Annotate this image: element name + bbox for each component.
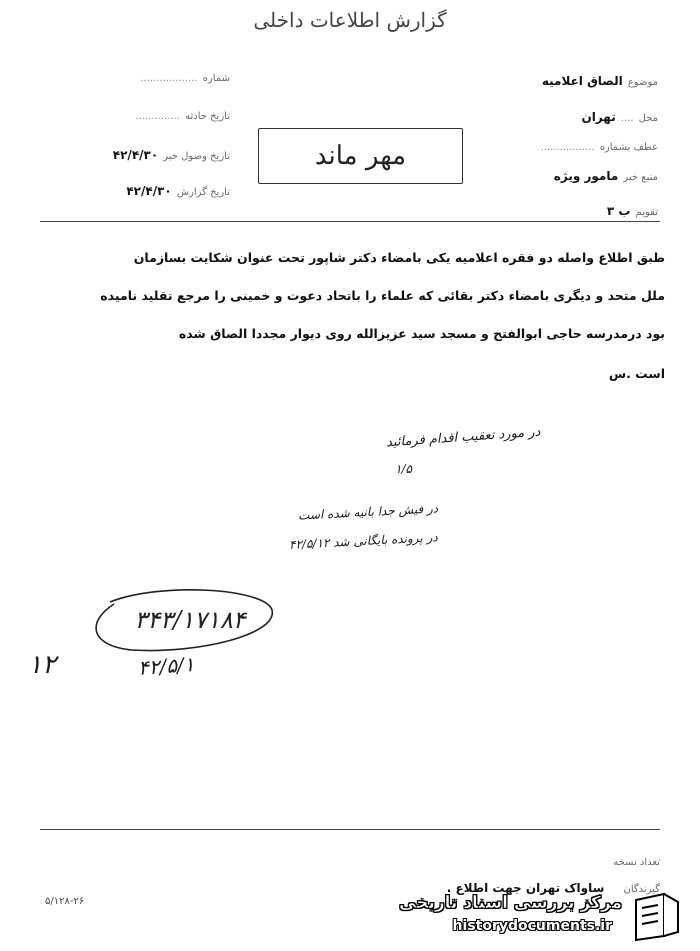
handwritten-signature: ۱/۵ [395, 462, 412, 476]
receipt-date-field [55, 144, 230, 163]
watermark-url: historydocuments.ir [452, 918, 612, 934]
evaluation-field [468, 200, 658, 219]
subject-value: الصاق اعلامیه [541, 74, 623, 88]
receipt-date-value: ۴۲/۴/۳۰ [112, 148, 159, 162]
receipt-date-label: تاریخ وصول خبر [163, 151, 230, 162]
incident-date-field [55, 104, 230, 123]
dotted-line: .................. [140, 73, 198, 84]
document-code: ۵/۱۲۸-۲۶ [45, 896, 85, 907]
followup-label: عطف بشماره [599, 142, 658, 153]
body-line: ملل متحد و دیگری بامضاء دکتر بقائی که علماء را باتحاد دعوت و خمینی را مرجع تقلید نامیده [100, 288, 665, 303]
subject-label: موضوع [627, 77, 658, 88]
evaluation-label: تقویم [635, 207, 658, 218]
dotted-line: .............. [135, 111, 180, 122]
recipients-label: گیرندگان [623, 884, 660, 895]
location-value: تهران [581, 110, 616, 124]
handwritten-note: در فیش جدا بانیه شده است [297, 501, 439, 523]
footer-divider [40, 829, 660, 830]
header-divider [40, 221, 660, 222]
stamp-box: مهر ماند [258, 128, 463, 184]
watermark-title: مرکز بررسی اسناد تاریخی [399, 893, 622, 913]
source-label: منبع خبر [623, 172, 658, 183]
handwritten-note: در پرونده بایگانی شد ۴۲/۵/۱۲ [289, 530, 439, 552]
followup-field [468, 135, 658, 154]
report-date-label: تاریخ گزارش [176, 187, 230, 198]
recipients-value: ساواک تهران جهت اطلاع . [446, 881, 605, 895]
body-line: بود درمدرسه حاجی ابوالفتح و مسجد سید عزیزالله روی دیوار مجددا الصاق شده [178, 326, 665, 341]
archive-logo-icon [630, 890, 682, 944]
copies-label: تعداد نسخه [613, 857, 660, 868]
handwritten-date: ۴۲/۵/۱ [137, 652, 196, 680]
report-date-field [55, 180, 230, 199]
dotted-line: ................. [540, 142, 595, 153]
incident-date-label: تاریخ حادثه [185, 111, 230, 122]
copies-field [613, 850, 660, 869]
evaluation-value: ب ۳ [606, 204, 631, 218]
handwritten-note: در مورد تعقیب اقدام فرمائید [385, 424, 541, 451]
circled-number [80, 582, 280, 662]
source-field [468, 165, 658, 184]
number-label: شماره [202, 73, 230, 84]
report-date-value: ۴۲/۴/۳۰ [126, 184, 172, 198]
location-label: محل [638, 113, 658, 124]
source-value: مامور ویژه [553, 169, 619, 183]
circled-number-text: ۳۴۳/۱۷۱۸۴ [134, 606, 246, 634]
dotted-line: .... [620, 113, 634, 124]
body-line: طبق اطلاع واصله دو فقره اعلامیه یکی بامضاء دکتر شاپور تحت عنوان شکایت بسازمان [133, 250, 665, 265]
body-line: است .س [608, 366, 665, 381]
page-title: گزارش اطلاعات داخلی [253, 8, 447, 32]
number-field [55, 66, 230, 85]
subject-field [468, 70, 658, 89]
page-number: ۱۲ [28, 650, 56, 680]
location-field [468, 106, 658, 125]
